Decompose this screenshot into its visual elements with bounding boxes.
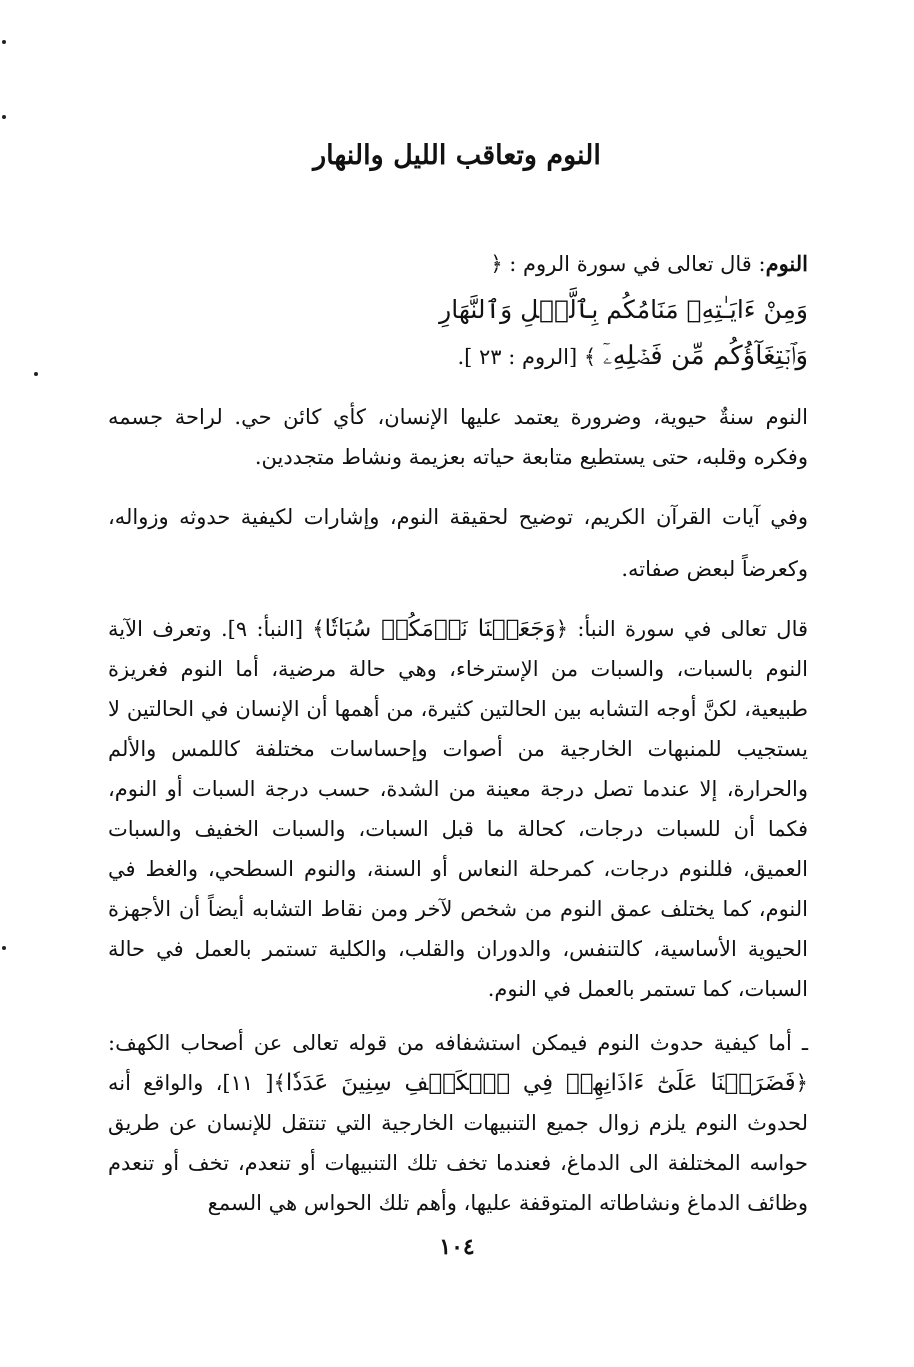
margin-mark [2, 115, 6, 119]
paragraph-naba-verse [108, 609, 808, 1009]
margin-mark [34, 372, 38, 376]
lead-word: النوم [765, 251, 808, 276]
page-number: ١٠٤ [439, 1234, 475, 1260]
body-text: ﴾[ ١١]، والواقع أنه لحدوث النوم يلزم زوال جميع التنبيهات الخارجية التي تنتقل للإنسان عن طريق حواسه المختلفة الى الدماغ، فعندما تخف تلك التنبيهات أو تنعدم، تخف أو تنعدم وظائف الدماغ ونشاطاته المتوقفة عليها، وأهم تلك الحواس هي السمع [108, 1071, 808, 1215]
quran-verse: فَضَرَبۡنَا عَلَىٰٓ ءَاذَانِهِمۡ فِي ٱلۡكَهۡفِ سِنِينَ عَدَدٗا [285, 1070, 796, 1096]
paragraph-sleep-verse-rum [108, 238, 808, 383]
paragraph-quran-explanation: وفي آيات القرآن الكريم، توضيح لحقيقة النوم، وإشارات لكيفية حدوثه وزواله، وكعرضاً لبعض صفاته. [108, 505, 808, 581]
margin-mark [2, 40, 6, 44]
intro-text: قال تعالى في سورة النبأ: ﴿ [555, 617, 809, 641]
paragraph-kahf-verse [108, 1023, 808, 1223]
quran-verse-line-2: وَٱبۡتِغَآؤُكُم مِّن فَضۡلِهِۦٓ [602, 341, 808, 371]
intro-text: : قال تعالى في سورة الروم : ﴿ [490, 252, 766, 276]
margin-mark [2, 946, 6, 950]
quran-verse-line-1: وَمِنْ ءَايَـٰتِهِۦ مَنَامُكُم بِٱلَّيۡلِ وَٱلنَّهَارِ [439, 295, 808, 324]
page-body [108, 238, 808, 1237]
quran-verse: وَجَعَلۡنَا نَوۡمَكُمۡ سُبَاتٗا [324, 616, 556, 642]
verse-reference: ﴾ [الروم : ٢٣ ]. [457, 345, 597, 369]
intro-text: ـ أما كيفية حدوث النوم فيمكن استشفافه من قوله تعالى عن أصحاب الكهف: ﴿ [108, 1031, 808, 1095]
page-title: النوم وتعاقب الليل والنهار [313, 140, 601, 171]
body-text: ﴾ [النبأ: ٩]. وتعرف الآية النوم بالسبات، والسبات من الإسترخاء، وهي حالة مرضية، أما النوم فغريزة طبيعية، لكنَّ أوجه التشابه بين الحالتين كثيرة، من أهمها أن الإنسان في الحالتين لا يستجيب للمنبهات الخارجية من أصوات وإحساسات مختلفة كاللمس والألم والحرارة، إلا عندما تصل درجة معينة من الشدة، حسب درجة السبات أو النوم، فكما أن للسبات درجات، كحالة ما قبل السبات، والسبات الخفيف والسبات العميق، فللنوم درجات، كمرحلة النعاس أو السنة، والنوم السطحي، والغط في النوم، كما يختلف عمق النوم من شخص لآخر ومن نقاط التشابه أيضاً أن الأجهزة الحيوية الأساسية، كالتنفس، والدوران والقلب، والكلية تستمر بالعمل في حالة السبات، كما تستمر بالعمل في النوم. [108, 617, 808, 1001]
paragraph-sleep-necessity: النوم سنةٌ حيوية، وضرورة يعتمد عليها الإنسان، كأي كائن حي. لراحة جسمه وفكره وقلبه، حتى يستطيع متابعة حياته بعزيمة ونشاط متجددين. [108, 405, 808, 469]
